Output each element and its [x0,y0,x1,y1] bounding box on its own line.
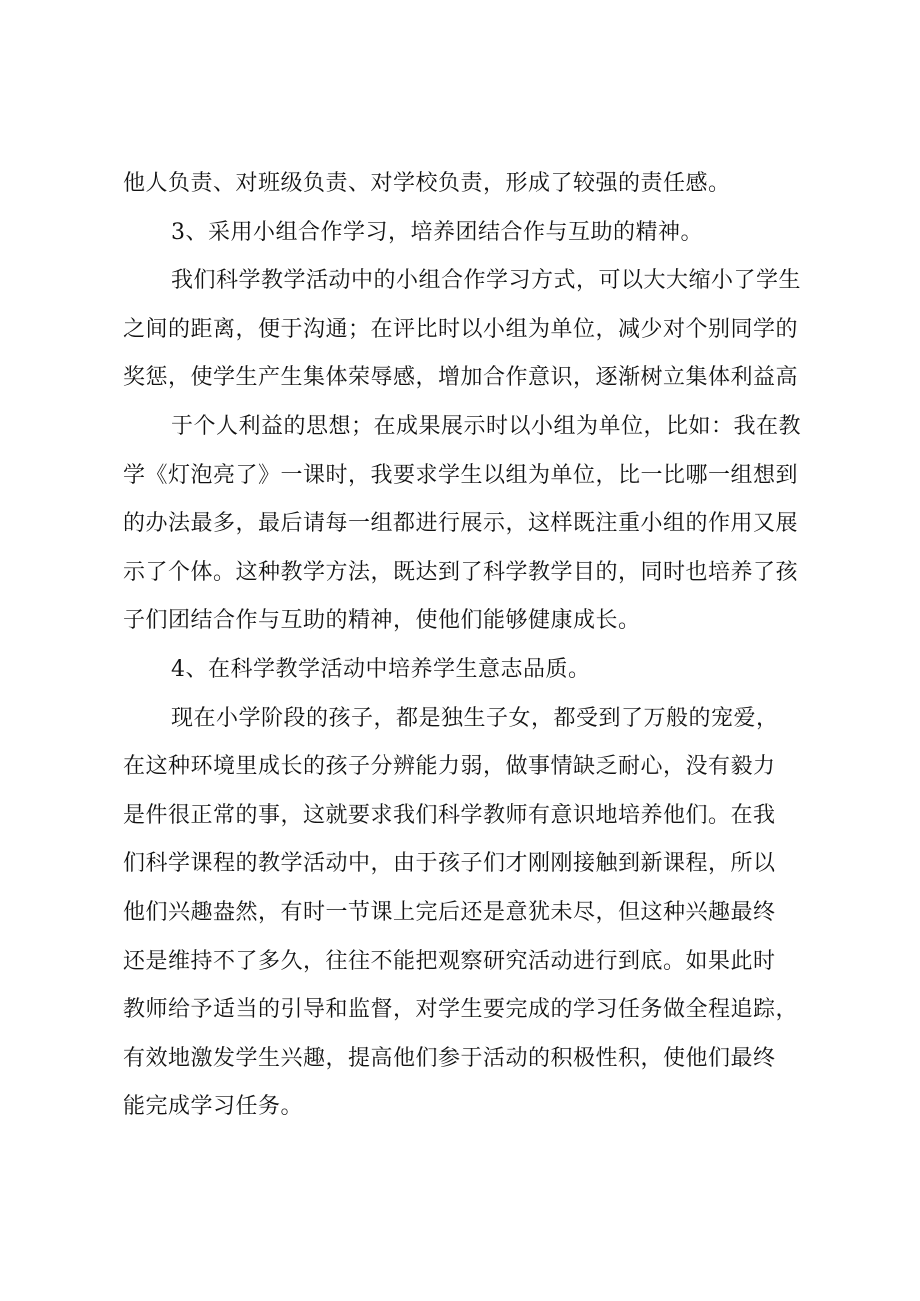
text-line: 教师给予适当的引导和监督，对学生要完成的学习任务做全程追踪， [123,997,799,1023]
text-line: 子们团结合作与互助的精神，使他们能够健康成长。 [123,608,641,634]
text-line: 我们科学教学活动中的小组合作学习方式，可以大大缩小了学生 [171,268,802,294]
text-line: 能完成学习任务。 [123,1094,304,1120]
text-line: 在这种环境里成长的孩子分辨能力弱，做事情缺乏耐心，没有毅力 [123,754,776,780]
text-line: 于个人利益的思想；在成果展示时以小组为单位，比如：我在教 [171,413,802,439]
text-line: 的办法最多，最后请每一组都进行展示，这样既注重小组的作用又展 [123,511,799,537]
text-line: 之间的距离，便于沟通；在评比时以小组为单位，减少对个别同学的 [123,316,799,342]
text-line: 现在小学阶段的孩子，都是独生子女，都受到了万般的宠爱， [171,705,779,731]
text-line: 奖惩，使学生产生集体荣辱感，增加合作意识，逐渐树立集体利益高 [123,365,799,391]
text-line: 示了个体。这种教学方法，既达到了科学教学目的，同时也培养了孩 [123,559,799,585]
text-line: 还是维持不了多久，往往不能把观察研究活动进行到底。如果此时 [123,948,776,974]
text-line: 他们兴趣盎然，有时一节课上完后还是意犹未尽，但这种兴趣最终 [123,899,776,925]
text-line: 有效地激发学生兴趣，提高他们参于活动的积极性积，使他们最终 [123,1045,776,1071]
section-heading: 3、采用小组合作学习，培养团结合作与互助的精神。 [171,219,703,245]
document-body [123,160,823,1132]
text-line: 他人负责、对班级负责、对学校负责，形成了较强的责任感。 [123,171,731,196]
text-line: 学《灯泡亮了》一课时，我要求学生以组为单位，比一比哪一组想到 [123,462,799,488]
section-heading: 4、在科学教学活动中培养学生意志品质。 [171,656,591,682]
text-line: 是件很正常的事，这就要求我们科学教师有意识地培养他们。在我 [123,802,776,828]
text-line: 们科学课程的教学活动中，由于孩子们才刚刚接触到新课程，所以 [123,851,776,877]
